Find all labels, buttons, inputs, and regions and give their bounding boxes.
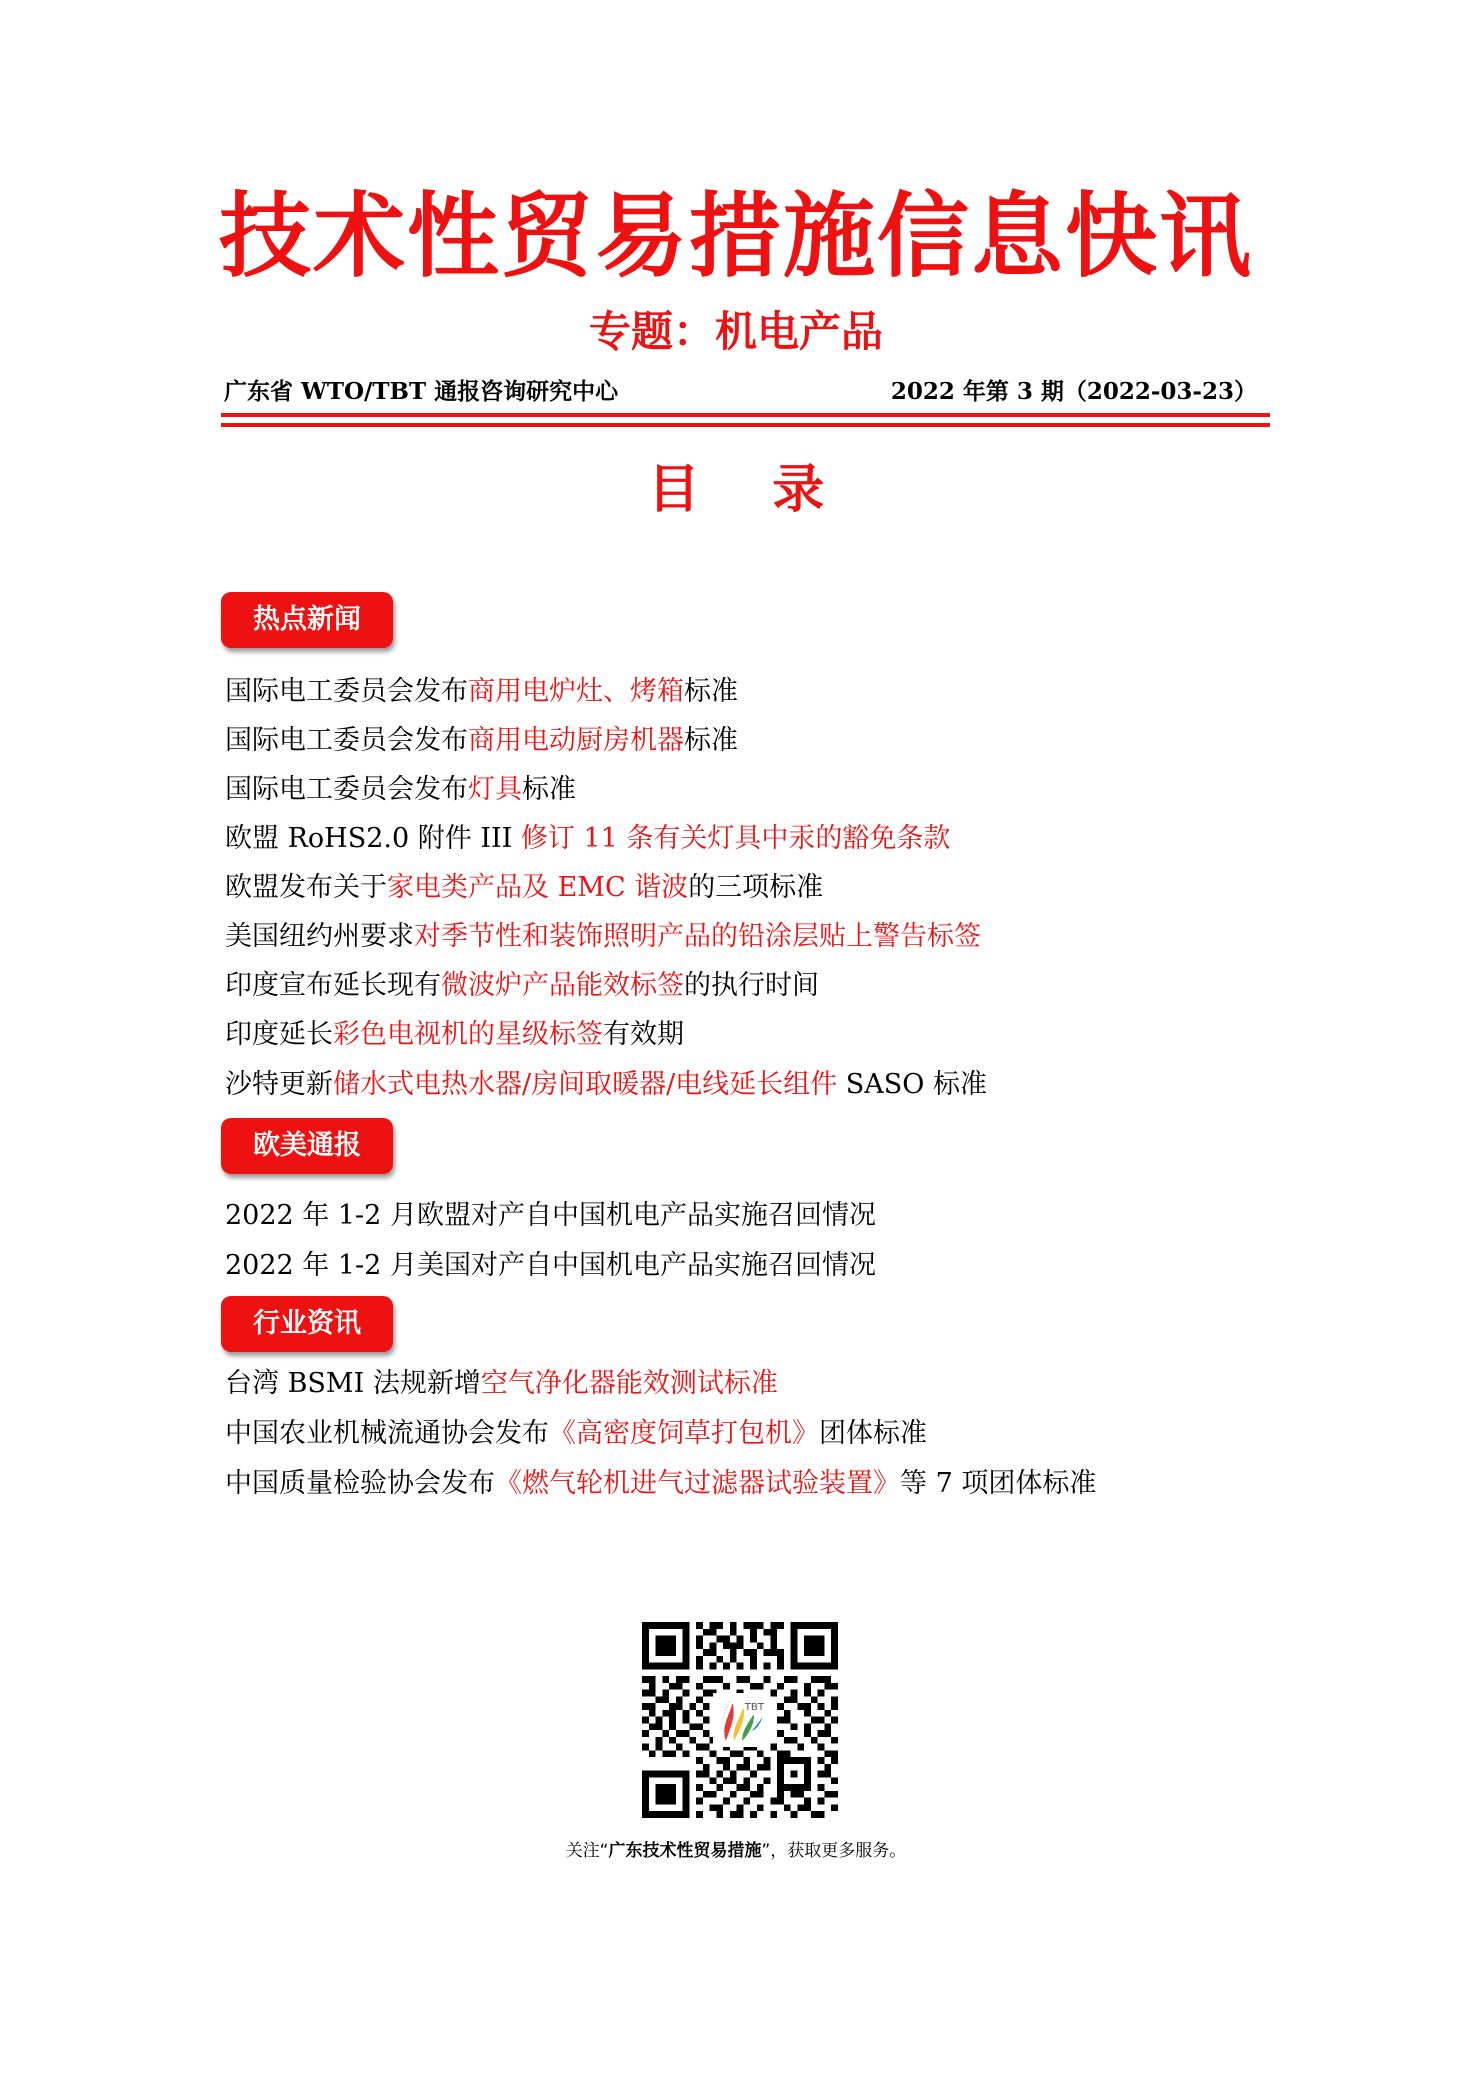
toc-item-text: 欧盟 RoHS2.0 附件 III [225, 823, 521, 854]
toc-item-highlight: 灯具 [468, 774, 522, 805]
header-divider-bottom [221, 423, 1270, 427]
section-badge-hot-news: 热点新闻 [221, 592, 393, 648]
toc-item-text: 2022 年 1-2 月美国对产自中国机电产品实施召回情况 [225, 1250, 876, 1281]
toc-item[interactable] [225, 772, 576, 808]
issue-info: 2022 年第 3 期（2022-03-23） [890, 378, 1257, 405]
toc-item[interactable] [225, 919, 981, 955]
toc-item-text: 印度宣布延长现有 [225, 970, 441, 1001]
qr-caption-text: ”，获取更多服务。 [761, 1841, 907, 1861]
toc-item-highlight: 商用电炉灶、烤箱 [468, 676, 684, 707]
header-divider-top [221, 413, 1270, 417]
toc-item-text: 2022 年 1-2 月欧盟对产自中国机电产品实施召回情况 [225, 1200, 876, 1231]
toc-item-text: 的三项标准 [688, 872, 824, 903]
toc-item-text: 等 7 项团体标准 [900, 1468, 1097, 1499]
toc-item-text: 有效期 [603, 1019, 684, 1050]
toc-item-text: 沙特更新 [225, 1069, 333, 1100]
toc-item[interactable] [225, 1017, 684, 1053]
toc-item-text: 欧盟发布关于 [225, 872, 387, 903]
toc-item[interactable] [225, 1466, 1096, 1502]
toc-item-text: 标准 [684, 725, 738, 756]
toc-item-text: 中国农业机械流通协会发布 [225, 1418, 549, 1449]
toc-item-highlight: 《高密度饲草打包机》 [549, 1418, 819, 1449]
toc-item-text: 标准 [522, 774, 576, 805]
section-badge-industry-news: 行业资讯 [221, 1296, 393, 1352]
toc-item-text: 台湾 BSMI 法规新增 [225, 1368, 481, 1399]
toc-item-highlight: 彩色电视机的星级标签 [333, 1019, 603, 1050]
toc-item[interactable] [225, 1416, 927, 1452]
toc-item-highlight: 家电类产品及 EMC 谐波 [387, 872, 689, 903]
toc-item-highlight: 微波炉产品能效标签 [441, 970, 684, 1001]
toc-item[interactable] [225, 968, 819, 1004]
toc-item-highlight: 空气净化器能效测试标准 [480, 1368, 778, 1399]
toc-item-text: SASO 标准 [837, 1069, 987, 1100]
qr-caption-text: 关注“ [565, 1841, 609, 1861]
toc-item[interactable] [225, 674, 738, 710]
toc-item-highlight: 商用电动厨房机器 [468, 725, 684, 756]
toc-item[interactable] [225, 1366, 778, 1402]
qr-caption-account: 广东技术性贸易措施 [608, 1841, 762, 1861]
toc-item[interactable] [225, 1248, 876, 1284]
toc-item-text: 国际电工委员会发布 [225, 725, 468, 756]
qr-caption [0, 1839, 1472, 1863]
toc-item-text: 国际电工委员会发布 [225, 676, 468, 707]
toc-item-highlight: 对季节性和装饰照明产品的铅涂层贴上警告标签 [414, 921, 981, 952]
toc-item-text: 的执行时间 [684, 970, 819, 1001]
toc-item[interactable] [225, 723, 738, 759]
toc-item[interactable] [225, 1198, 876, 1234]
svg-text:TBT: TBT [744, 1701, 765, 1713]
toc-item-text: 美国纽约州要求 [225, 921, 414, 952]
toc-item[interactable] [225, 821, 950, 857]
toc-item-text: 印度延长 [225, 1019, 333, 1050]
section-badge-eu-us-notifications: 欧美通报 [221, 1118, 393, 1174]
toc-item-text: 团体标准 [819, 1418, 927, 1449]
toc-item-highlight: 修订 11 条有关灯具中汞的豁免条款 [520, 823, 951, 854]
toc-heading: 目 录 [647, 460, 825, 520]
qr-code-icon [642, 1622, 838, 1818]
toc-item[interactable] [225, 870, 823, 906]
qr-code-image [642, 1622, 838, 1818]
toc-item-highlight: 《燃气轮机进气过滤器试验装置》 [495, 1468, 900, 1499]
toc-item-text: 国际电工委员会发布 [225, 774, 468, 805]
toc-item-text: 标准 [684, 676, 738, 707]
publisher-name: 广东省 WTO/TBT 通报咨询研究中心 [224, 378, 619, 405]
toc-item-text: 中国质量检验协会发布 [225, 1468, 495, 1499]
toc-item[interactable] [225, 1067, 987, 1103]
newsletter-subtitle: 专题：机电产品 [588, 307, 883, 356]
newsletter-title: 技术性贸易措施信息快讯 [218, 183, 1253, 290]
toc-item-highlight: 储水式电热水器/房间取暖器/电线延长组件 [333, 1069, 838, 1100]
